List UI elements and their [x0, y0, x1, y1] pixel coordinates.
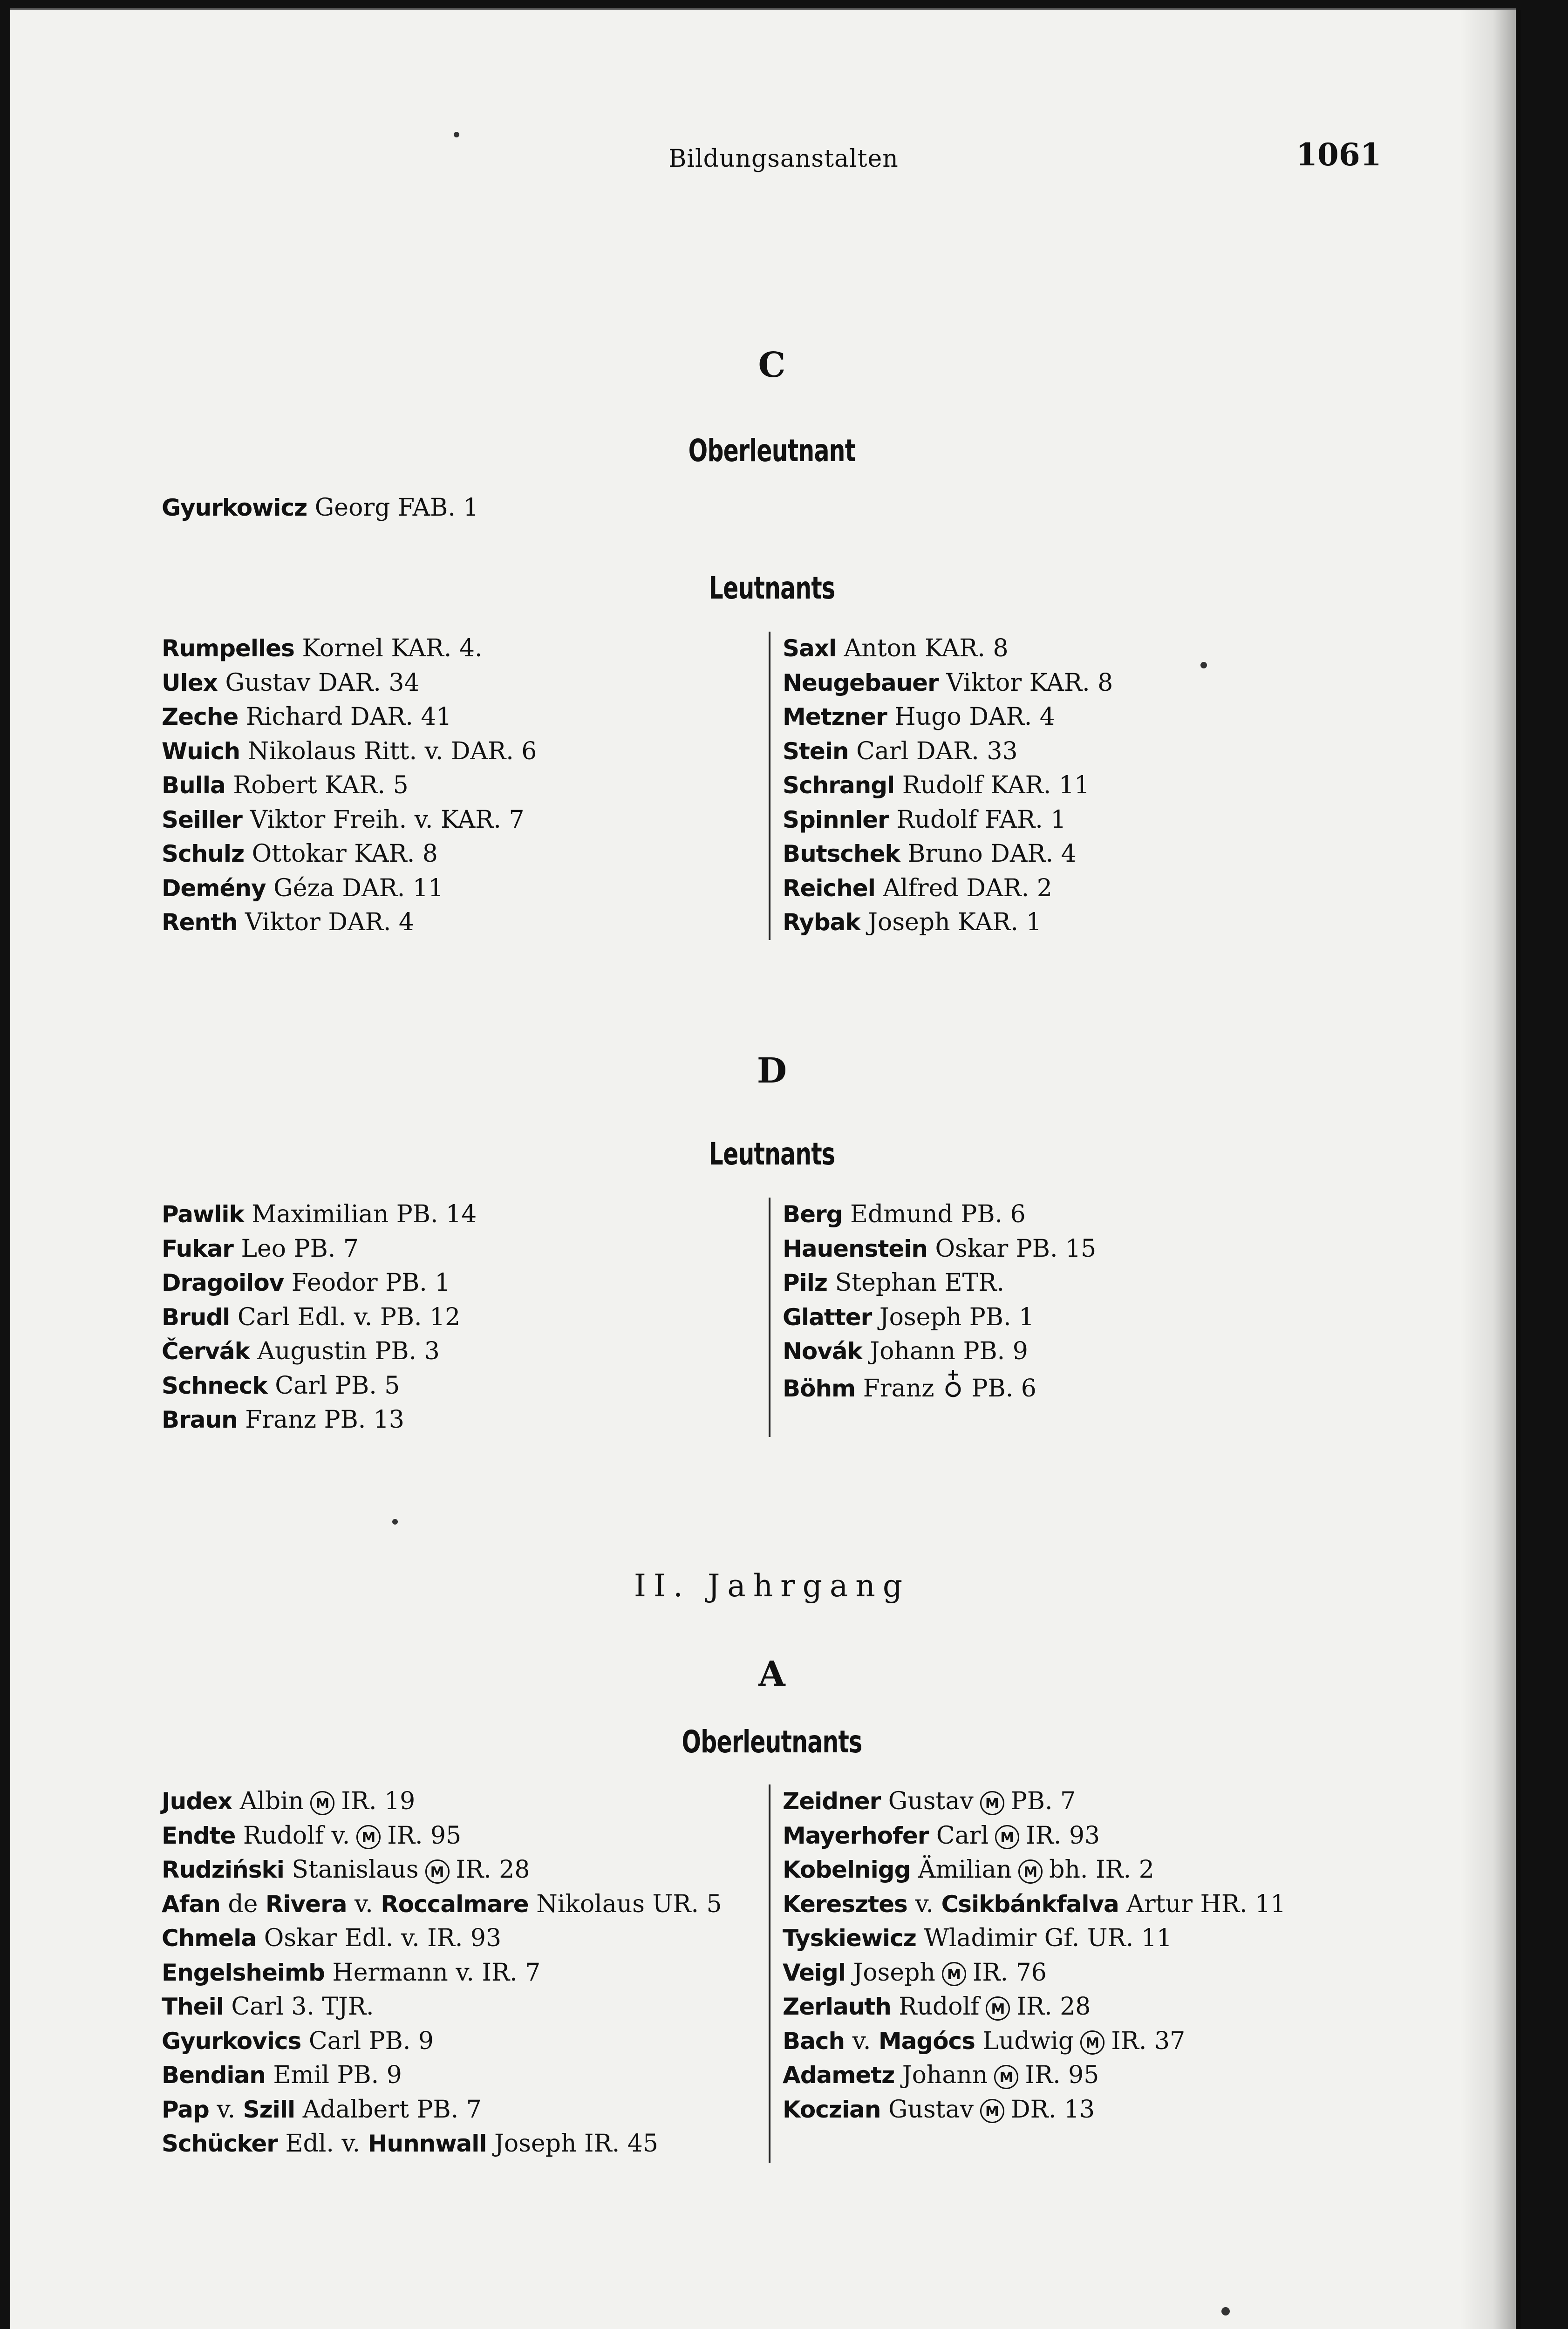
unit: PB. 7: [1010, 1787, 1076, 1815]
list-item: [162, 632, 767, 666]
oberleutnants-right-column: [769, 1784, 1388, 2163]
surname: Schulz: [162, 840, 245, 867]
entry-details: Joseph: [853, 1958, 935, 1987]
list-item: [162, 1819, 767, 1853]
surname: Zerlauth: [783, 1993, 891, 2020]
entry-details: Rudolf: [899, 1993, 980, 2021]
medal-m-icon: M: [995, 1825, 1019, 1849]
list-item: [162, 1198, 767, 1232]
rank-heading-leutnants-c: Leutnants: [709, 570, 835, 606]
rank-heading-oberleutnants: Oberleutnants: [682, 1724, 862, 1760]
surname: Tyskiewicz: [783, 1925, 916, 1952]
surname: Mayerhofer: [783, 1822, 929, 1849]
surname-part: Rivera: [265, 1890, 347, 1918]
page-fold-shadow: [1460, 10, 1520, 2329]
list-item: [162, 2127, 767, 2161]
list-item: [162, 837, 767, 872]
list-item: [162, 1990, 767, 2024]
list-item: [162, 1266, 767, 1301]
entry-details: Carl Edl. v. PB. 12: [237, 1303, 461, 1331]
surname: Fukar: [162, 1235, 233, 1262]
leutnants-d-left-column: [162, 1198, 767, 1437]
entry-details: Rudolf FAR. 1: [896, 805, 1066, 834]
medal-m-icon: M: [994, 2065, 1018, 2089]
medal-m-icon: M: [310, 1791, 334, 1815]
entry-details: Viktor DAR. 4: [245, 908, 414, 936]
surname: Seiller: [162, 806, 242, 833]
surname-part: Roccalmare: [381, 1890, 529, 1918]
entry-details: Wladimir Gf. UR. 11: [924, 1924, 1172, 1952]
surname: Endte: [162, 1822, 236, 1849]
unit: PB. 6: [971, 1374, 1036, 1403]
surname: Dragoilov: [162, 1269, 284, 1296]
list-item: [783, 1369, 1388, 1403]
surname: Keresztes: [783, 1890, 907, 1918]
rank-heading-oberleutnant: Oberleutnant: [688, 433, 856, 469]
list-item: [162, 700, 767, 735]
unit: IR. 28: [1016, 1993, 1091, 2021]
surname: Rudziński: [162, 1856, 284, 1883]
list-item: [162, 1784, 767, 1819]
entry-details: Oskar Edl. v. IR. 93: [264, 1924, 502, 1952]
entry-details: Ottokar KAR. 8: [252, 840, 438, 868]
surname: Theil: [162, 1993, 224, 2020]
entry-details: Edmund PB. 6: [850, 1200, 1026, 1228]
entry-details: Rudolf v.: [243, 1821, 350, 1850]
entry-details: Nikolaus UR. 5: [536, 1890, 722, 1918]
surname: Gyurkowicz: [162, 494, 307, 521]
entry-details: Stanislaus: [292, 1856, 419, 1884]
list-item: [783, 1335, 1388, 1369]
list-item: [783, 1819, 1388, 1853]
surname: Butschek: [783, 840, 900, 867]
entry-details: Augustin PB. 3: [257, 1337, 440, 1365]
surname: Adametz: [783, 2062, 895, 2089]
medal-m-icon: M: [980, 2099, 1004, 2123]
entry-details: Carl PB. 9: [308, 2027, 434, 2055]
list-item: [162, 1369, 767, 1403]
surname: Veigl: [783, 1959, 845, 1986]
entry-details: v.: [915, 1890, 934, 1918]
list-item: [162, 872, 767, 906]
entry-details: Johann PB. 9: [870, 1337, 1028, 1365]
entry-details: Carl DAR. 33: [856, 737, 1018, 765]
surname: Neugebauer: [783, 669, 939, 696]
surname: Zeche: [162, 703, 239, 730]
medal-m-icon: M: [942, 1962, 966, 1986]
list-item: [162, 666, 767, 701]
entry-details: Johann: [902, 2061, 988, 2089]
entry-details: Edl. v.: [285, 2130, 361, 2158]
unit: IR. 28: [456, 1856, 530, 1884]
entry-details: Robert KAR. 5: [233, 771, 409, 799]
surname: Schneck: [162, 1372, 267, 1399]
section-letter-a: A: [758, 1654, 785, 1694]
list-item: [162, 906, 767, 940]
surname: Saxl: [783, 635, 837, 662]
unit: DR. 13: [1010, 2095, 1095, 2124]
list-item: [783, 2058, 1388, 2093]
entry-details: Joseph IR. 45: [494, 2130, 658, 2158]
entry-details: Franz PB. 13: [245, 1406, 405, 1434]
unit: bh. IR. 2: [1049, 1856, 1154, 1884]
list-item: [783, 803, 1388, 838]
rank-heading-leutnants-d: Leutnants: [709, 1136, 835, 1172]
entry-details: Nikolaus Ritt. v. DAR. 6: [247, 737, 537, 765]
list-item: [162, 1335, 767, 1369]
list-item: [162, 2024, 767, 2059]
entry-details: Viktor KAR. 8: [946, 668, 1113, 697]
surname: Ulex: [162, 669, 218, 696]
medal-m-icon: M: [1018, 1859, 1043, 1884]
oberleutnants-left-column: [162, 1784, 767, 2161]
entry-details: Emil PB. 9: [273, 2061, 402, 2089]
entry-details: Joseph PB. 1: [879, 1303, 1035, 1331]
oberleutnant-list: [162, 491, 767, 525]
surname: Spinnler: [783, 806, 889, 833]
medal-m-icon: M: [425, 1859, 450, 1884]
list-item: [783, 1853, 1388, 1887]
unit: IR. 19: [341, 1787, 416, 1815]
surname-part: Csikbánkfalva: [941, 1890, 1119, 1918]
jahrgang-heading: II. Jahrgang: [634, 1568, 910, 1604]
list-item: [162, 1403, 767, 1437]
list-item: [162, 1956, 767, 1990]
section-letter-c: C: [758, 345, 786, 385]
list-item: [783, 837, 1388, 872]
list-item: [162, 803, 767, 838]
unit: IR. 76: [972, 1958, 1047, 1987]
medal-m-icon: M: [356, 1825, 381, 1849]
list-item: [783, 1887, 1388, 1922]
list-item: [783, 2093, 1388, 2127]
surname: Stein: [783, 737, 849, 765]
surname: Rybak: [783, 909, 860, 936]
surname: Novák: [783, 1338, 862, 1365]
surname: Demény: [162, 874, 266, 902]
surname: Wuich: [162, 737, 240, 765]
list-item: [783, 1198, 1388, 1232]
entry-details: Hugo DAR. 4: [894, 703, 1055, 731]
list-item: [783, 700, 1388, 735]
running-head: Bildungsanstalten: [668, 145, 899, 173]
unit: IR. 37: [1111, 2027, 1186, 2055]
list-item: [162, 1301, 767, 1335]
list-item: [783, 1784, 1388, 1819]
surname: Metzner: [783, 703, 887, 730]
surname: Renth: [162, 909, 238, 936]
list-item: [783, 1301, 1388, 1335]
entry-details: Gustav: [888, 1787, 974, 1815]
surname: Bendian: [162, 2062, 266, 2089]
surname: Pilz: [783, 1269, 828, 1296]
leutnants-d-right-column: [769, 1198, 1388, 1437]
surname: Braun: [162, 1406, 238, 1433]
entry-details: Kornel KAR. 4.: [302, 634, 483, 662]
entry-details: Bruno DAR. 4: [907, 840, 1077, 868]
entry-details: v.: [852, 2027, 871, 2055]
list-item: [783, 1956, 1388, 1990]
entry-details: Gustav: [888, 2095, 974, 2124]
surname: Böhm: [783, 1375, 856, 1402]
surname: Reichel: [783, 874, 875, 902]
list-item: [783, 632, 1388, 666]
entry-details: Hermann v. IR. 7: [332, 1958, 541, 1987]
entry-details: Viktor Freih. v. KAR. 7: [250, 805, 525, 834]
list-item: [162, 1232, 767, 1267]
entry-details: Ämilian: [918, 1856, 1012, 1884]
entry-details: Gustav DAR. 34: [225, 668, 420, 697]
list-item: [162, 2093, 767, 2127]
list-item: [783, 769, 1388, 803]
surname-part: Magócs: [878, 2027, 975, 2055]
list-item: [783, 872, 1388, 906]
entry-details: Albin: [239, 1787, 304, 1815]
list-item: [162, 491, 767, 525]
entry-details: Leo PB. 7: [241, 1234, 359, 1263]
entry-details: Alfred DAR. 2: [883, 874, 1052, 902]
surname-part: Hunnwall: [368, 2130, 487, 2157]
medal-m-icon: M: [1080, 2030, 1104, 2055]
entry-details: Oskar PB. 15: [935, 1234, 1097, 1263]
list-item: [162, 1921, 767, 1956]
entry-details: Georg FAB. 1: [314, 494, 479, 522]
list-item: [783, 2024, 1388, 2059]
surname: Pap: [162, 2096, 209, 2123]
entry-details: Carl: [936, 1821, 989, 1850]
surname: Bach: [783, 2027, 845, 2055]
surname: Schrangl: [783, 772, 895, 799]
surname: Judex: [162, 1788, 232, 1815]
list-item: [783, 1232, 1388, 1267]
list-item: [162, 1853, 767, 1887]
surname: Rumpelles: [162, 635, 294, 662]
leutnants-c-right-column: [769, 632, 1388, 940]
list-item: [783, 1921, 1388, 1956]
medal-m-icon: M: [980, 1791, 1004, 1815]
cross-icon: [943, 1369, 963, 1411]
list-item: [783, 735, 1388, 769]
entry-details: Stephan ETR.: [835, 1269, 1004, 1297]
medal-m-icon: M: [986, 1996, 1010, 2021]
entry-details: Maximilian PB. 14: [252, 1200, 477, 1228]
surname: Pawlik: [162, 1201, 244, 1228]
unit: IR. 93: [1026, 1821, 1100, 1850]
entry-details: Adalbert PB. 7: [302, 2095, 482, 2124]
list-item: [162, 769, 767, 803]
entry-details: de: [228, 1890, 258, 1918]
list-item: [783, 906, 1388, 940]
list-item: [162, 735, 767, 769]
surname-part: Szill: [243, 2096, 295, 2123]
entry-details: Anton KAR. 8: [844, 634, 1009, 662]
surname: Glatter: [783, 1303, 872, 1331]
unit: IR. 95: [1025, 2061, 1099, 2089]
surname: Engelsheimb: [162, 1959, 325, 1986]
entry-details: Artur HR. 11: [1126, 1890, 1286, 1918]
unit: IR. 95: [387, 1821, 462, 1850]
surname: Berg: [783, 1201, 843, 1228]
entry-details: Ludwig: [982, 2027, 1074, 2055]
list-item: [783, 1266, 1388, 1301]
entry-details: Franz: [863, 1374, 934, 1403]
entry-details: Géza DAR. 11: [273, 874, 444, 902]
entry-details: Joseph KAR. 1: [868, 908, 1042, 936]
surname: Červák: [162, 1338, 250, 1365]
surname: Brudl: [162, 1303, 230, 1331]
entry-details: Carl PB. 5: [275, 1371, 400, 1400]
page: [10, 8, 1516, 2329]
surname: Kobelnigg: [783, 1856, 911, 1883]
list-item: [162, 1887, 767, 1922]
surname: Afan: [162, 1890, 220, 1918]
entry-details: v.: [355, 1890, 373, 1918]
entry-details: Feodor PB. 1: [291, 1269, 450, 1297]
page-number: 1061: [1296, 136, 1382, 173]
leutnants-c-left-column: [162, 632, 767, 940]
surname: Chmela: [162, 1925, 257, 1952]
entry-details: Richard DAR. 41: [245, 703, 452, 731]
entry-details: Carl 3. TJR.: [231, 1993, 374, 2021]
surname: Koczian: [783, 2096, 881, 2123]
surname: Bulla: [162, 772, 225, 799]
surname: Gyurkovics: [162, 2027, 301, 2055]
surname: Schücker: [162, 2130, 278, 2157]
list-item: [783, 666, 1388, 701]
list-item: [162, 2058, 767, 2093]
surname: Hauenstein: [783, 1235, 927, 1262]
surname: Zeidner: [783, 1788, 881, 1815]
entry-details: v.: [217, 2095, 236, 2124]
section-letter-d: D: [757, 1051, 787, 1091]
entry-details: Rudolf KAR. 11: [902, 771, 1090, 799]
list-item: [783, 1990, 1388, 2024]
